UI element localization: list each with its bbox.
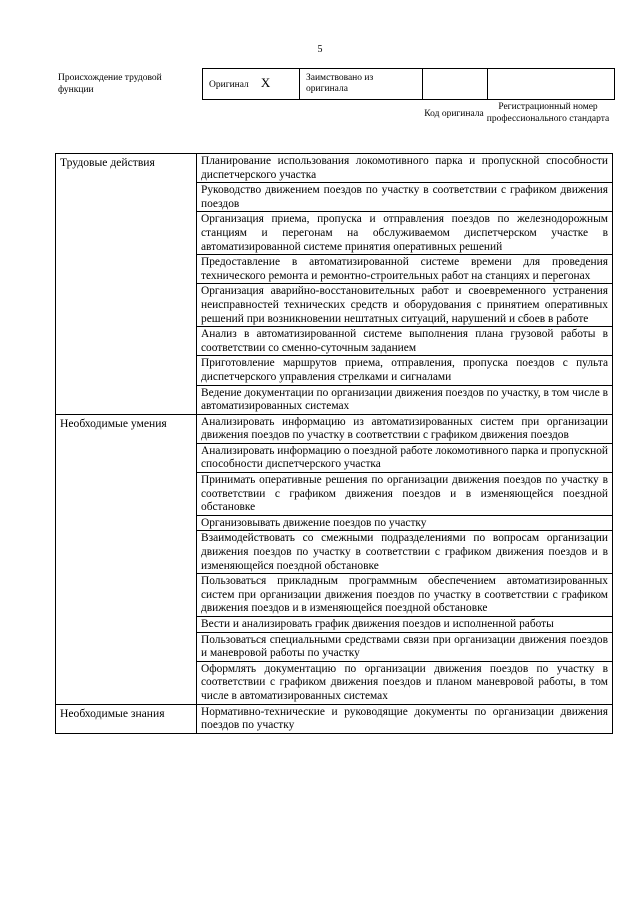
table-row xyxy=(56,414,613,443)
function-table xyxy=(55,153,613,734)
category-cell: Трудовые действия xyxy=(56,154,197,415)
item-cell: Организация аварийно-восстановительных работ и своевременного устранения неисправностей технических средств и оборудования с принятием оперативных решений при возникновении нештатных ситуаций, нарушений и сбоев в работе xyxy=(197,284,613,327)
category-cell: Необходимые знания xyxy=(56,704,197,733)
reg-number-cell xyxy=(488,69,615,100)
item-cell: Пользоваться прикладным программным обеспечением автоматизированных систем при организации движения поездов по участку в соответствии с графиком движения поездов и в изменяющейся поездной обстановке xyxy=(197,574,613,617)
item-cell: Принимать оперативные решения по организации движения поездов по участку в соответствии с графиком движения поездов и в изменяющейся поездной обстановке xyxy=(197,473,613,516)
item-cell: Оформлять документацию по организации движения поездов по участку в соответствии с графиком движения поездов и планом маневровой работы, в том числе в автоматизированных системах xyxy=(197,661,613,704)
origin-table xyxy=(202,68,615,100)
item-cell: Предоставление в автоматизированной системе времени для проведения технического ремонта и ремонтно-строительных работ на станциях и перегонах xyxy=(197,255,613,284)
original-label: Оригинал xyxy=(209,80,249,90)
reg-number-label: Регистрационный номер профессионального стандарта xyxy=(486,102,610,124)
code-label: Код оригинала xyxy=(424,109,484,119)
item-cell: Взаимодействовать со смежными подразделениями по вопросам организации движения поездов по участку в соответствии с графиком движения поездов и в изменяющейся поездной обстановке xyxy=(197,531,613,574)
original-mark: X xyxy=(260,75,271,90)
item-cell: Анализировать информацию о поездной работе локомотивного парка и пропускной способности диспетчерского участка xyxy=(197,443,613,472)
table-row xyxy=(56,154,613,183)
item-cell: Вести и анализировать график движения поездов и исполненной работы xyxy=(197,617,613,633)
item-cell: Ведение документации по организации движения поездов по участку, в том числе в автоматизированных системах xyxy=(197,385,613,414)
page-number: 5 xyxy=(317,44,323,55)
item-cell: Руководство движением поездов по участку в соответствии с графиком движения поездов xyxy=(197,183,613,212)
origin-label: Происхождение трудовой функции xyxy=(58,73,162,95)
original-cell xyxy=(203,69,300,100)
category-cell: Необходимые умения xyxy=(56,414,197,704)
item-cell: Организация приема, пропуска и отправления поездов по железнодорожным станциям и перегонам на обслуживаемом диспетчерском участке в автоматизированной системе принятия оперативных решений xyxy=(197,212,613,255)
item-cell: Планирование использования локомотивного парка и пропускной способности диспетчерского участка xyxy=(197,154,613,183)
item-cell: Анализировать информацию из автоматизированных систем при организации движения поездов по участку в соответствии с графиком движения поездов xyxy=(197,414,613,443)
table-row xyxy=(56,704,613,733)
item-cell: Анализ в автоматизированной системе выполнения плана грузовой работы в соответствии со сменно-суточным заданием xyxy=(197,327,613,356)
item-cell: Приготовление маршрутов приема, отправления, пропуска поездов с пульта диспетчерского управления стрелками и сигналами xyxy=(197,356,613,385)
item-cell: Организовывать движение поездов по участку xyxy=(197,515,613,531)
code-cell xyxy=(423,69,488,100)
item-cell: Пользоваться специальными средствами связи при организации движения поездов и маневровой работы по участку xyxy=(197,632,613,661)
borrowed-label: Заимствовано из оригинала xyxy=(300,69,423,100)
item-cell: Нормативно-технические и руководящие документы по организации движения поездов по участку xyxy=(197,704,613,733)
